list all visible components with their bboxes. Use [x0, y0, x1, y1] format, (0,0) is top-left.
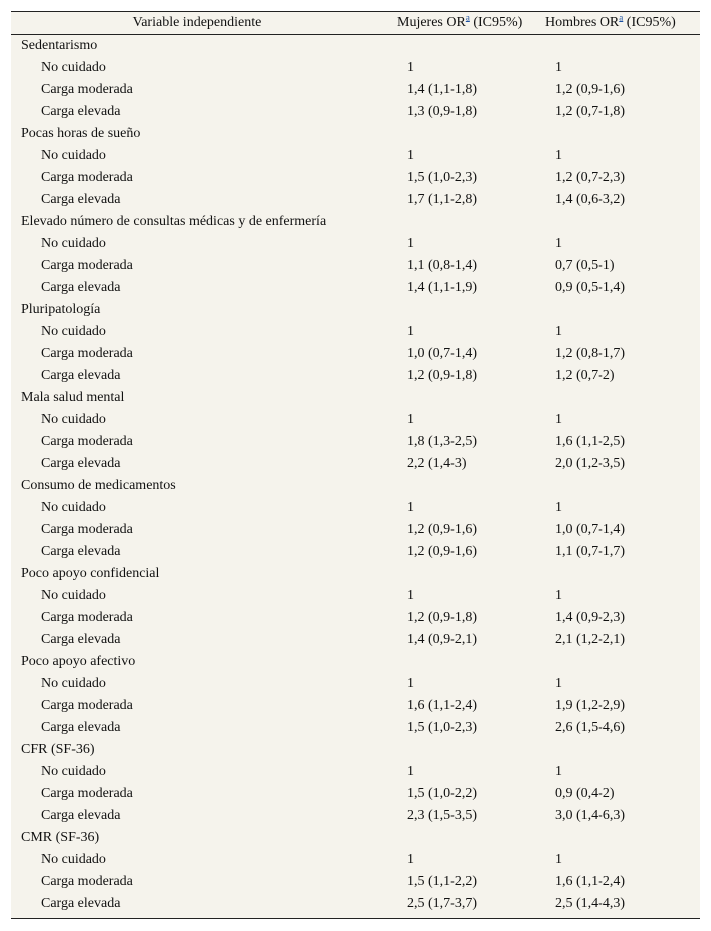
- mujeres-or-value: 1: [407, 588, 414, 603]
- hombres-or-value: 1,2 (0,7-1,8): [555, 104, 625, 119]
- hombres-or-value: 2,5 (1,4-4,3): [555, 896, 625, 911]
- row-label: No cuidado: [41, 324, 106, 339]
- group-row: [11, 387, 700, 409]
- header-hombres-ci: (IC95%): [623, 15, 676, 30]
- hombres-or-value: 1: [555, 852, 562, 867]
- hombres-or-value: 1: [555, 412, 562, 427]
- mujeres-or-value: 2,5 (1,7-3,7): [407, 896, 477, 911]
- results-table-container: [11, 11, 700, 919]
- group-row: [11, 827, 700, 849]
- row-label: Carga elevada: [41, 896, 121, 911]
- table-row: [11, 673, 700, 695]
- hombres-or-value: 2,0 (1,2-3,5): [555, 456, 625, 471]
- table-row: [11, 453, 700, 475]
- group-row: [11, 299, 700, 321]
- mujeres-or-value: 1,4 (0,9-2,1): [407, 632, 477, 647]
- row-label: Carga moderada: [41, 82, 133, 97]
- mujeres-or-value: 1,4 (1,1-1,8): [407, 82, 477, 97]
- row-label: Carga elevada: [41, 544, 121, 559]
- table-row: [11, 277, 700, 299]
- hombres-or-value: 2,1 (1,2-2,1): [555, 632, 625, 647]
- table-row: [11, 761, 700, 783]
- row-label: No cuidado: [41, 500, 106, 515]
- footnote-link-a[interactable]: a: [619, 12, 624, 23]
- table-row: [11, 79, 700, 101]
- row-label: No cuidado: [41, 764, 106, 779]
- table-row: [11, 893, 700, 915]
- table-row: [11, 409, 700, 431]
- table-row: [11, 717, 700, 739]
- table-row: [11, 365, 700, 387]
- table-row: [11, 695, 700, 717]
- results-table: [11, 12, 700, 915]
- group-row: [11, 35, 700, 58]
- group-row: [11, 563, 700, 585]
- footnote-link-a[interactable]: a: [465, 12, 470, 23]
- row-label: Carga moderada: [41, 610, 133, 625]
- row-label: Carga elevada: [41, 104, 121, 119]
- mujeres-or-value: 1,5 (1,1-2,2): [407, 874, 477, 889]
- hombres-or-value: 1,6 (1,1-2,4): [555, 874, 625, 889]
- table-row: [11, 629, 700, 651]
- hombres-or-value: 1,2 (0,8-1,7): [555, 346, 625, 361]
- mujeres-or-value: 1: [407, 500, 414, 515]
- mujeres-or-value: 1: [407, 852, 414, 867]
- hombres-or-value: 3,0 (1,4-6,3): [555, 808, 625, 823]
- row-label: Carga moderada: [41, 522, 133, 537]
- row-label: Carga moderada: [41, 434, 133, 449]
- hombres-or-value: 1: [555, 148, 562, 163]
- row-label: No cuidado: [41, 60, 106, 75]
- hombres-or-value: 1,1 (0,7-1,7): [555, 544, 625, 559]
- table-row: [11, 607, 700, 629]
- table-row: [11, 783, 700, 805]
- header-hombres: [545, 12, 700, 35]
- table-row: [11, 321, 700, 343]
- row-label: Carga moderada: [41, 258, 133, 273]
- row-label: Carga elevada: [41, 280, 121, 295]
- table-row: [11, 585, 700, 607]
- mujeres-or-value: 1: [407, 412, 414, 427]
- mujeres-or-value: 1,0 (0,7-1,4): [407, 346, 477, 361]
- mujeres-or-value: 1,5 (1,0-2,3): [407, 720, 477, 735]
- hombres-or-value: 1,2 (0,9-1,6): [555, 82, 625, 97]
- group-title: Elevado número de consultas médicas y de enfermería: [21, 214, 327, 229]
- hombres-or-value: 1: [555, 60, 562, 75]
- mujeres-or-value: 1: [407, 676, 414, 691]
- group-title: Pluripatología: [21, 302, 101, 317]
- hombres-or-value: 0,9 (0,5-1,4): [555, 280, 625, 295]
- table-row: [11, 805, 700, 827]
- table-row: [11, 871, 700, 893]
- table-row: [11, 343, 700, 365]
- mujeres-or-value: 1: [407, 764, 414, 779]
- header-mujeres: [397, 12, 545, 35]
- hombres-or-value: 1,6 (1,1-2,5): [555, 434, 625, 449]
- mujeres-or-value: 1,2 (0,9-1,8): [407, 368, 477, 383]
- row-label: No cuidado: [41, 148, 106, 163]
- mujeres-or-value: 1,4 (1,1-1,9): [407, 280, 477, 295]
- mujeres-or-value: 1: [407, 236, 414, 251]
- header-mujeres-label: Mujeres OR: [397, 15, 466, 30]
- row-label: Carga elevada: [41, 368, 121, 383]
- table-body: [11, 35, 700, 916]
- table-row: [11, 431, 700, 453]
- header-mujeres-ci: (IC95%): [469, 15, 523, 30]
- hombres-or-value: 1,0 (0,7-1,4): [555, 522, 625, 537]
- group-title: CFR (SF-36): [21, 742, 95, 757]
- hombres-or-value: 2,6 (1,5-4,6): [555, 720, 625, 735]
- group-title: Mala salud mental: [21, 390, 125, 405]
- row-label: Carga moderada: [41, 786, 133, 801]
- group-row: [11, 123, 700, 145]
- table-row: [11, 255, 700, 277]
- row-label: Carga moderada: [41, 698, 133, 713]
- mujeres-or-value: 2,2 (1,4-3): [407, 456, 467, 471]
- mujeres-or-value: 1,2 (0,9-1,6): [407, 544, 477, 559]
- table-row: [11, 849, 700, 871]
- hombres-or-value: 0,7 (0,5-1): [555, 258, 615, 273]
- group-title: Consumo de medicamentos: [21, 478, 176, 493]
- table-row: [11, 541, 700, 563]
- table-row: [11, 167, 700, 189]
- group-title: CMR (SF-36): [21, 830, 100, 845]
- table-row: [11, 189, 700, 211]
- header-variable: Variable independiente: [11, 12, 397, 35]
- mujeres-or-value: 1,2 (0,9-1,6): [407, 522, 477, 537]
- group-title: Sedentarismo: [21, 38, 98, 53]
- row-label: No cuidado: [41, 852, 106, 867]
- hombres-or-value: 1: [555, 324, 562, 339]
- group-row: [11, 651, 700, 673]
- mujeres-or-value: 1,1 (0,8-1,4): [407, 258, 477, 273]
- table-row: [11, 101, 700, 123]
- table-row: [11, 233, 700, 255]
- row-label: No cuidado: [41, 236, 106, 251]
- mujeres-or-value: 1,5 (1,0-2,2): [407, 786, 477, 801]
- group-title: Poco apoyo confidencial: [21, 566, 160, 581]
- table-row: [11, 519, 700, 541]
- row-label: Carga moderada: [41, 170, 133, 185]
- hombres-or-value: 1: [555, 500, 562, 515]
- mujeres-or-value: 1,6 (1,1-2,4): [407, 698, 477, 713]
- row-label: Carga elevada: [41, 632, 121, 647]
- group-title: Pocas horas de sueño: [21, 126, 141, 141]
- mujeres-or-value: 1,5 (1,0-2,3): [407, 170, 477, 185]
- row-label: No cuidado: [41, 412, 106, 427]
- hombres-or-value: 1,4 (0,9-2,3): [555, 610, 625, 625]
- mujeres-or-value: 1: [407, 324, 414, 339]
- hombres-or-value: 1: [555, 764, 562, 779]
- row-label: Carga elevada: [41, 192, 121, 207]
- hombres-or-value: 1: [555, 236, 562, 251]
- row-label: No cuidado: [41, 676, 106, 691]
- hombres-or-value: 1,9 (1,2-2,9): [555, 698, 625, 713]
- table-row: [11, 57, 700, 79]
- mujeres-or-value: 1: [407, 60, 414, 75]
- row-label: Carga elevada: [41, 808, 121, 823]
- group-title: Poco apoyo afectivo: [21, 654, 136, 669]
- mujeres-or-value: 1: [407, 148, 414, 163]
- mujeres-or-value: 1,8 (1,3-2,5): [407, 434, 477, 449]
- group-row: [11, 475, 700, 497]
- hombres-or-value: 1: [555, 588, 562, 603]
- group-row: [11, 211, 700, 233]
- mujeres-or-value: 1,2 (0,9-1,8): [407, 610, 477, 625]
- row-label: Carga elevada: [41, 456, 121, 471]
- table-row: [11, 145, 700, 167]
- mujeres-or-value: 1,3 (0,9-1,8): [407, 104, 477, 119]
- hombres-or-value: 1,4 (0,6-3,2): [555, 192, 625, 207]
- table-row: [11, 497, 700, 519]
- hombres-or-value: 0,9 (0,4-2): [555, 786, 615, 801]
- hombres-or-value: 1: [555, 676, 562, 691]
- mujeres-or-value: 2,3 (1,5-3,5): [407, 808, 477, 823]
- header-row: [11, 12, 700, 35]
- mujeres-or-value: 1,7 (1,1-2,8): [407, 192, 477, 207]
- row-label: Carga elevada: [41, 720, 121, 735]
- group-row: [11, 739, 700, 761]
- header-hombres-label: Hombres OR: [545, 15, 620, 30]
- hombres-or-value: 1,2 (0,7-2): [555, 368, 615, 383]
- row-label: Carga moderada: [41, 346, 133, 361]
- row-label: Carga moderada: [41, 874, 133, 889]
- row-label: No cuidado: [41, 588, 106, 603]
- hombres-or-value: 1,2 (0,7-2,3): [555, 170, 625, 185]
